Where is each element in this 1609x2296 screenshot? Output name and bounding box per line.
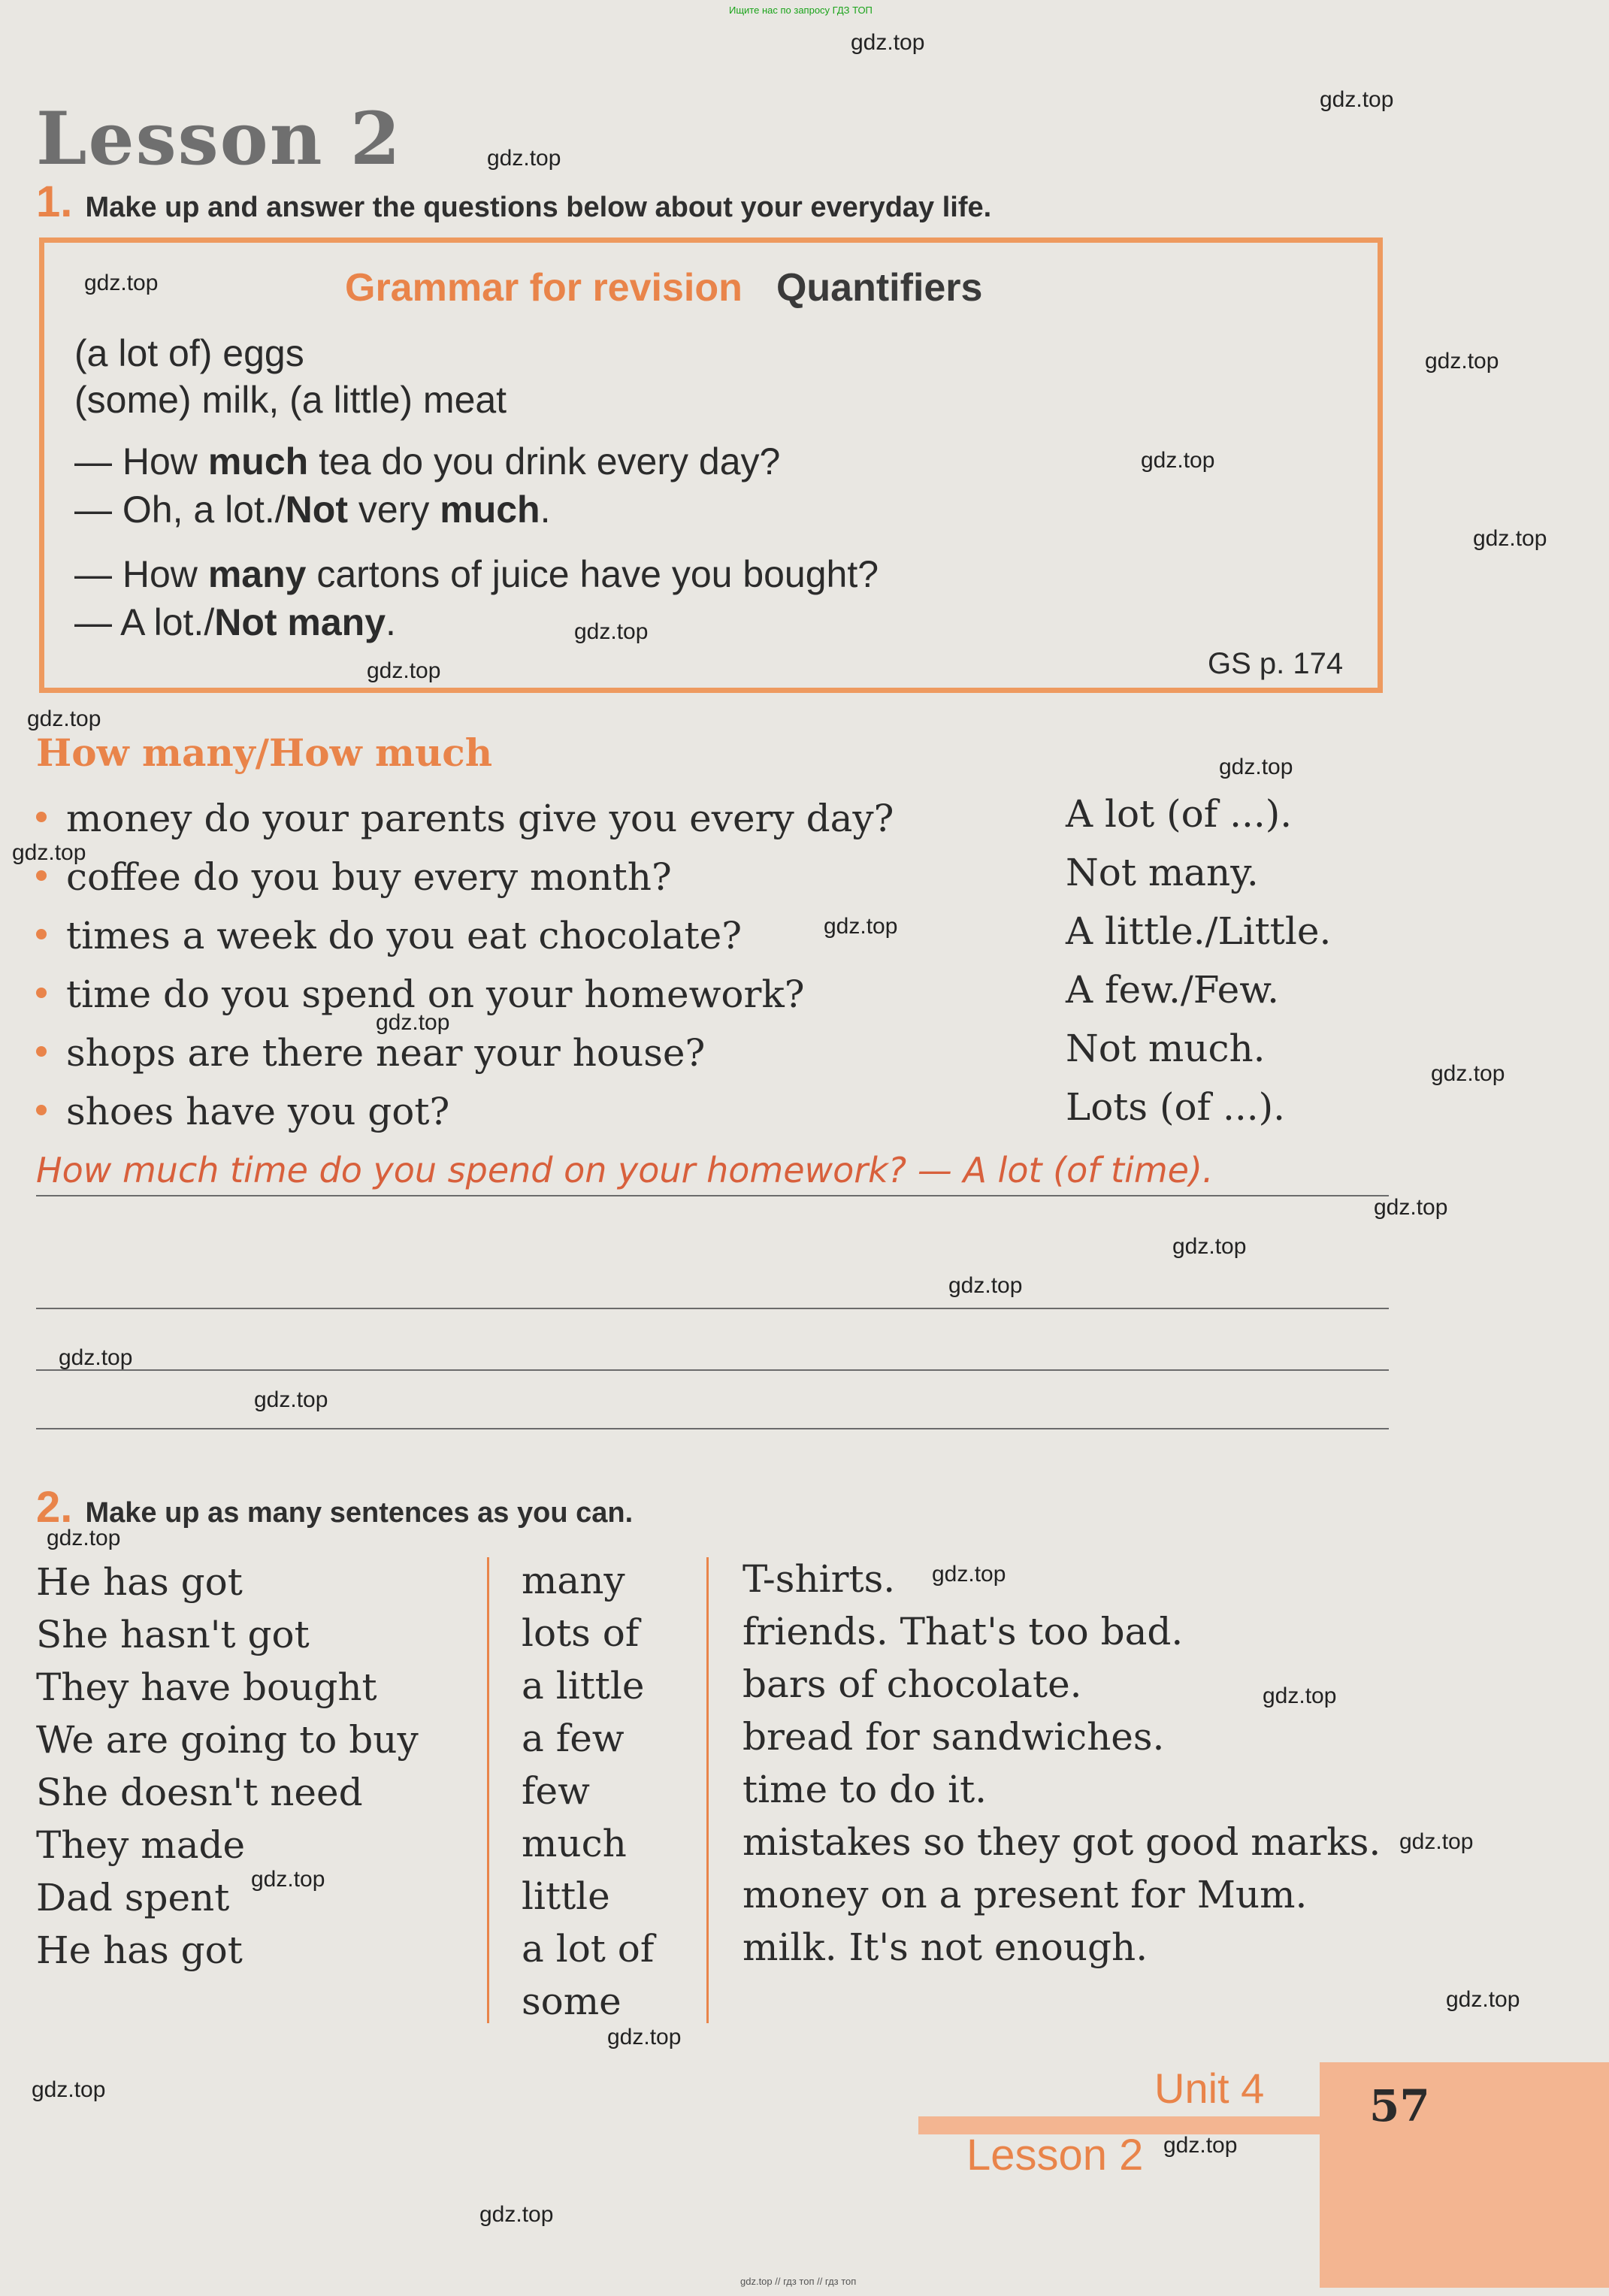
bullet-icon: [36, 929, 47, 939]
subject-phrase: He has got: [36, 1560, 243, 1604]
watermark: gdz.top: [1473, 526, 1547, 551]
answer-option: A few./Few.: [1066, 968, 1280, 1012]
watermark: gdz.top: [479, 2202, 554, 2227]
object-phrase: mistakes so they got good marks.: [742, 1820, 1381, 1864]
page-number: 57: [1369, 2080, 1430, 2131]
watermark: gdz.top: [367, 658, 441, 683]
question-row: money do your parents give you every day?: [36, 797, 894, 840]
watermark: gdz.top: [824, 914, 898, 939]
grammar-heading: [345, 265, 982, 310]
answer-line: [36, 1308, 1389, 1309]
grammar-reference: GS p. 174: [1208, 647, 1344, 680]
exercise-2-instruction: Make up as many sentences as you can.: [85, 1497, 634, 1529]
watermark: gdz.top: [376, 1010, 450, 1035]
watermark: gdz.top: [12, 840, 86, 865]
answer-line: [36, 1195, 1389, 1196]
column-divider: [487, 1557, 489, 2023]
object-phrase: bars of chocolate.: [742, 1662, 1082, 1706]
answer-option: Lots (of ...).: [1066, 1085, 1286, 1129]
answer-line: [36, 1428, 1389, 1429]
page-tab: [1320, 2062, 1609, 2288]
watermark: gdz.top: [32, 2077, 106, 2102]
quantifier: much: [522, 1822, 627, 1865]
dialogue-line-1: — How much tea do you drink every day?: [74, 440, 781, 482]
watermark: gdz.top: [1172, 1234, 1247, 1259]
object-phrase: money on a present for Mum.: [742, 1873, 1308, 1916]
bullet-icon: [36, 1105, 47, 1115]
watermark: gdz.top: [1320, 87, 1394, 112]
watermark: gdz.top: [487, 146, 561, 171]
watermark: gdz.top: [1374, 1195, 1448, 1220]
grammar-example-2: (some) milk, (a little) meat: [74, 379, 507, 421]
section-heading: How many/How much: [36, 731, 493, 775]
bullet-icon: [36, 812, 47, 822]
subject-phrase: They made: [36, 1823, 246, 1867]
column-divider: [706, 1557, 709, 2023]
top-note: Ищите нас по запросу ГДЗ ТОП: [729, 5, 873, 16]
quantifier: many: [522, 1559, 625, 1602]
answer-option: A lot (of ...).: [1066, 792, 1293, 836]
watermark: gdz.top: [851, 30, 925, 55]
quantifier: little: [522, 1874, 610, 1918]
answer-option: Not much.: [1066, 1027, 1266, 1070]
subject-phrase: They have bought: [36, 1665, 377, 1709]
exercise-2-number: 2.: [36, 1483, 73, 1532]
object-phrase: friends. That's too bad.: [742, 1610, 1184, 1653]
answer-option: Not many.: [1066, 851, 1259, 894]
object-phrase: time to do it.: [742, 1768, 987, 1811]
answer-line: [36, 1369, 1389, 1371]
subject-phrase: We are going to buy: [36, 1718, 419, 1762]
quantifier: a lot of: [522, 1927, 655, 1971]
unit-label: Unit 4: [1154, 2065, 1265, 2112]
watermark: gdz.top: [59, 1345, 133, 1370]
quantifier: lots of: [522, 1611, 640, 1655]
exercise-1-header: [36, 177, 991, 227]
subject-phrase: He has got: [36, 1928, 243, 1972]
watermark: gdz.top: [47, 1526, 121, 1550]
watermark: gdz.top: [1141, 448, 1215, 473]
dialogue-line-3: — How many cartons of juice have you bought?: [74, 553, 879, 595]
bullet-icon: [36, 1046, 47, 1057]
dialogue-line-2: — Oh, a lot./Not very much.: [74, 489, 551, 531]
watermark: gdz.top: [251, 1867, 325, 1892]
grammar-example-1: (a lot of) eggs: [74, 332, 304, 374]
object-phrase: T-shirts.: [742, 1557, 896, 1601]
watermark: gdz.top: [27, 706, 101, 731]
answer-option: A little./Little.: [1066, 909, 1332, 953]
watermark: gdz.top: [1446, 1987, 1520, 2012]
footer-note: gdz.top // гдз топ // гдз топ: [740, 2276, 857, 2287]
quantifier: a little: [522, 1664, 645, 1708]
exercise-1-number: 1.: [36, 177, 73, 226]
watermark: gdz.top: [254, 1387, 328, 1412]
object-phrase: bread for sandwiches.: [742, 1715, 1165, 1759]
grammar-heading-label: Grammar for revision: [345, 266, 742, 310]
question-row: coffee do you buy every month?: [36, 855, 672, 899]
handwritten-answer: How much time do you spend on your homework? — A lot (of time).: [36, 1150, 1214, 1190]
lesson-title: Lesson 2: [36, 96, 402, 181]
watermark: gdz.top: [1163, 2133, 1238, 2158]
quantifier: few: [522, 1769, 590, 1813]
watermark: gdz.top: [948, 1273, 1023, 1298]
watermark: gdz.top: [574, 619, 649, 644]
watermark: gdz.top: [1431, 1061, 1505, 1086]
grammar-heading-topic: Quantifiers: [776, 266, 983, 310]
watermark: gdz.top: [1425, 349, 1499, 374]
bullet-icon: [36, 988, 47, 998]
quantifier: some: [522, 1980, 622, 2023]
question-row: shoes have you got?: [36, 1090, 449, 1133]
exercise-2-header: [36, 1482, 633, 1532]
question-row: shops are there near your house?: [36, 1031, 705, 1075]
watermark: gdz.top: [932, 1562, 1006, 1587]
dialogue-line-4: — A lot./Not many.: [74, 601, 396, 643]
watermark: gdz.top: [84, 271, 159, 295]
bullet-icon: [36, 870, 47, 881]
quantifier: a few: [522, 1717, 625, 1760]
watermark: gdz.top: [607, 2025, 682, 2049]
question-row: time do you spend on your homework?: [36, 973, 805, 1016]
lesson-label: Lesson 2: [966, 2131, 1144, 2180]
subject-phrase: She hasn't got: [36, 1613, 310, 1656]
watermark: gdz.top: [1263, 1683, 1337, 1708]
object-phrase: milk. It's not enough.: [742, 1925, 1148, 1969]
question-row: times a week do you eat chocolate?: [36, 914, 742, 957]
subject-phrase: Dad spent: [36, 1876, 230, 1919]
watermark: gdz.top: [1219, 755, 1293, 779]
watermark: gdz.top: [1399, 1829, 1474, 1854]
subject-phrase: She doesn't need: [36, 1771, 363, 1814]
exercise-1-instruction: Make up and answer the questions below about your everyday life.: [85, 192, 992, 223]
